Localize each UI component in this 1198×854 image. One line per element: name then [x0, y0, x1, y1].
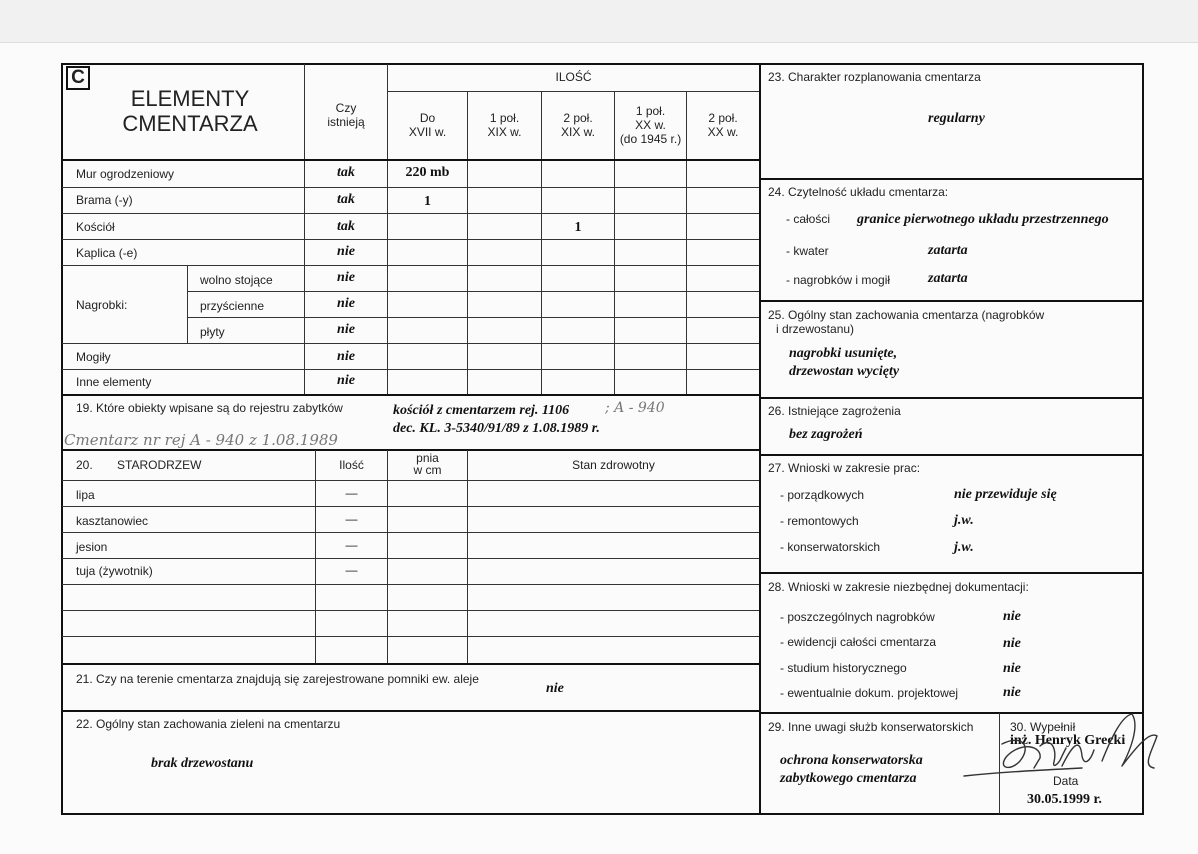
q24-row-value: zatarta	[928, 243, 968, 258]
row-wolno-label: wolno stojące	[200, 273, 273, 287]
grid-line	[315, 450, 316, 663]
grid-line	[188, 317, 759, 318]
row-mur-qty: 220 mb	[405, 165, 450, 180]
q20-col-ilosc: Ilość	[339, 458, 364, 472]
q24-row-label: - nagrobków i mogił	[786, 273, 891, 287]
tree-row-name: lipa	[76, 488, 95, 502]
q20-col-stan: Stan zdrowotny	[572, 458, 655, 472]
grid-line	[62, 532, 759, 533]
col-2pol-xix: 2 poł. XIX w.	[560, 111, 595, 139]
grid-line	[467, 450, 468, 663]
q27-row-value: nie przewiduje się	[954, 487, 1057, 502]
center-divider	[759, 64, 761, 814]
row-kosciol-label: Kościół	[76, 220, 115, 234]
row-plyty-exists: nie	[337, 322, 355, 337]
grid-line	[62, 187, 759, 188]
section-line	[62, 394, 759, 396]
q24-row-label: - całości	[786, 212, 831, 226]
title-line-1: ELEMENTY	[130, 86, 250, 111]
q21-label: 21. Czy na terenie cmentarza znajdują się zarejestrowane pomniki ew. aleje	[76, 672, 479, 686]
section-line	[760, 454, 1144, 456]
section-line	[760, 300, 1144, 302]
q26-answer: bez zagrożeń	[789, 427, 863, 442]
q28-row-label: - poszczególnych nagrobków	[780, 610, 935, 624]
row-brama-qty: 1	[424, 194, 431, 209]
q19-answer-line2: dec. KL. 3-5340/91/89 z 1.08.1989 r.	[393, 421, 600, 436]
tree-row-name: jesion	[76, 540, 108, 554]
q29-answer-line1: ochrona konserwatorska	[780, 753, 923, 768]
q27-row-label: - konserwatorskich	[780, 540, 881, 554]
grid-line	[62, 369, 759, 370]
section-title	[100, 86, 280, 136]
row-mogily-label: Mogiły	[76, 350, 111, 364]
q20-number: 20.	[76, 458, 93, 472]
q28-row-label: - studium historycznego	[780, 661, 907, 675]
q24-row-value: granice pierwotnego układu przestrzennego	[857, 212, 1109, 227]
row-inne-label: Inne elementy	[76, 375, 152, 389]
header-bottom-line	[62, 159, 759, 161]
grid-line	[62, 343, 759, 344]
grid-line	[62, 584, 759, 585]
q28-row-value: nie	[1003, 685, 1021, 700]
section-line	[760, 178, 1144, 180]
grid-line	[62, 506, 759, 507]
q28-row-label: - ewentualnie dokum. projektowej	[780, 686, 959, 700]
q25-answer-line2: drzewostan wycięty	[789, 364, 900, 379]
q20-col-pnia: pnia w cm	[413, 451, 442, 477]
row-kosciol-qty: 1	[574, 220, 582, 235]
col-ilosc-header: ILOŚĆ	[555, 70, 592, 84]
q22-answer: brak drzewostanu	[151, 756, 254, 771]
q19-pencil-note-below: Cmentarz nr rej A - 940 z 1.08.1989	[64, 431, 338, 449]
grid-line	[62, 480, 759, 481]
row-nagrobki-label: Nagrobki:	[76, 298, 128, 312]
grid-line	[62, 239, 759, 240]
grid-line	[62, 265, 759, 266]
q25-label-line1: 25. Ogólny stan zachowania cmentarza (nagrobków	[768, 308, 1045, 322]
row-przysc-exists: nie	[337, 296, 355, 311]
row-kosciol-exists: tak	[337, 219, 355, 234]
q30-date: 30.05.1999 r.	[1027, 792, 1102, 807]
q24-label: 24. Czytelność układu cmentarza:	[768, 185, 949, 199]
tree-row-qty: —	[345, 512, 358, 526]
row-przysc-label: przyścienne	[200, 299, 265, 313]
row-mogily-exists: nie	[337, 349, 355, 364]
row-brama-exists: tak	[337, 192, 355, 207]
q30-name: inż. Henryk Grecki	[1010, 733, 1126, 748]
q27-row-value: j.w.	[954, 540, 974, 555]
row-inne-exists: nie	[337, 373, 355, 388]
col-2pol-xx: 2 poł. XX w.	[707, 111, 739, 139]
grid-line	[187, 266, 188, 343]
q29-label: 29. Inne uwagi służb konserwatorskich	[768, 720, 974, 734]
q27-row-label: - porządkowych	[780, 488, 865, 502]
grid-line	[387, 450, 388, 663]
q25-label-line2: i drzewostanu)	[776, 322, 855, 336]
row-kaplica-label: Kaplica (-e)	[76, 246, 138, 260]
grid-line	[62, 610, 759, 611]
q28-row-value: nie	[1003, 609, 1021, 624]
q28-row-label: - ewidencji całości cmentarza	[780, 635, 937, 649]
row-mur-exists: tak	[337, 165, 355, 180]
q22-label: 22. Ogólny stan zachowania zieleni na cmentarzu	[76, 717, 341, 731]
row-kaplica-exists: nie	[337, 244, 355, 259]
q26-label: 26. Istniejące zagrożenia	[768, 404, 901, 418]
q23-label: 23. Charakter rozplanowania cmentarza	[768, 70, 981, 84]
row-plyty-label: płyty	[200, 325, 225, 339]
col-do-xvii: Do XVII w.	[408, 111, 447, 139]
handwritten-signature	[962, 706, 1182, 786]
q29-answer-line2: zabytkowego cmentarza	[780, 771, 917, 786]
q24-row-value: zatarta	[928, 271, 968, 286]
q27-row-value: j.w.	[954, 513, 974, 528]
q20-label: STARODRZEW	[117, 458, 202, 472]
q19-pencil-note: ; A - 940	[605, 400, 665, 416]
col-1pol-xix: 1 poł. XIX w.	[487, 111, 522, 139]
q23-answer: regularny	[928, 111, 985, 126]
section-line	[62, 710, 759, 712]
tree-row-qty: —	[345, 486, 358, 500]
q28-row-value: nie	[1003, 661, 1021, 676]
q30-date-label: Data	[1053, 774, 1079, 788]
row-brama-label: Brama (-y)	[76, 193, 133, 207]
tree-row-qty: —	[345, 538, 358, 552]
q28-row-value: nie	[1003, 636, 1021, 651]
tree-row-name: kasztanowiec	[76, 514, 149, 528]
grid-line	[62, 213, 759, 214]
grid-line	[388, 91, 759, 92]
section-line	[760, 572, 1144, 574]
q19-answer-line1: kościół z cmentarzem rej. 1106	[393, 403, 570, 418]
col-czy-header: Czy istnieją	[327, 101, 365, 129]
q27-row-label: - remontowych	[780, 514, 859, 528]
row-wolno-exists: nie	[337, 270, 355, 285]
grid-line	[188, 291, 759, 292]
grid-line	[62, 636, 759, 637]
section-line	[760, 397, 1144, 399]
q30-label: 30. Wypełnił	[1010, 720, 1076, 734]
q19-label: 19. Które obiekty wpisane są do rejestru zabytków	[76, 401, 343, 415]
section-letter: C	[66, 66, 90, 90]
title-line-2: CMENTARZA	[122, 111, 258, 136]
section-line	[62, 663, 759, 665]
row-mur-label: Mur ogrodzeniowy	[76, 167, 175, 181]
q24-row-label: - kwater	[786, 244, 829, 258]
col-1pol-xx: 1 poł. XX w. (do 1945 r.)	[619, 104, 682, 146]
q25-answer-line1: nagrobki usunięte,	[789, 346, 898, 361]
q21-answer: nie	[546, 681, 564, 696]
tree-row-name: tuja (żywotnik)	[76, 564, 153, 578]
q28-label: 28. Wnioski w zakresie niezbędnej dokumentacji:	[768, 580, 1029, 594]
q27-label: 27. Wnioski w zakresie prac:	[768, 461, 921, 475]
scan-top-strip	[0, 0, 1198, 43]
grid-line	[62, 558, 759, 559]
tree-row-qty: —	[345, 563, 358, 577]
signature-stroke	[964, 714, 1157, 776]
section-line	[62, 449, 759, 451]
